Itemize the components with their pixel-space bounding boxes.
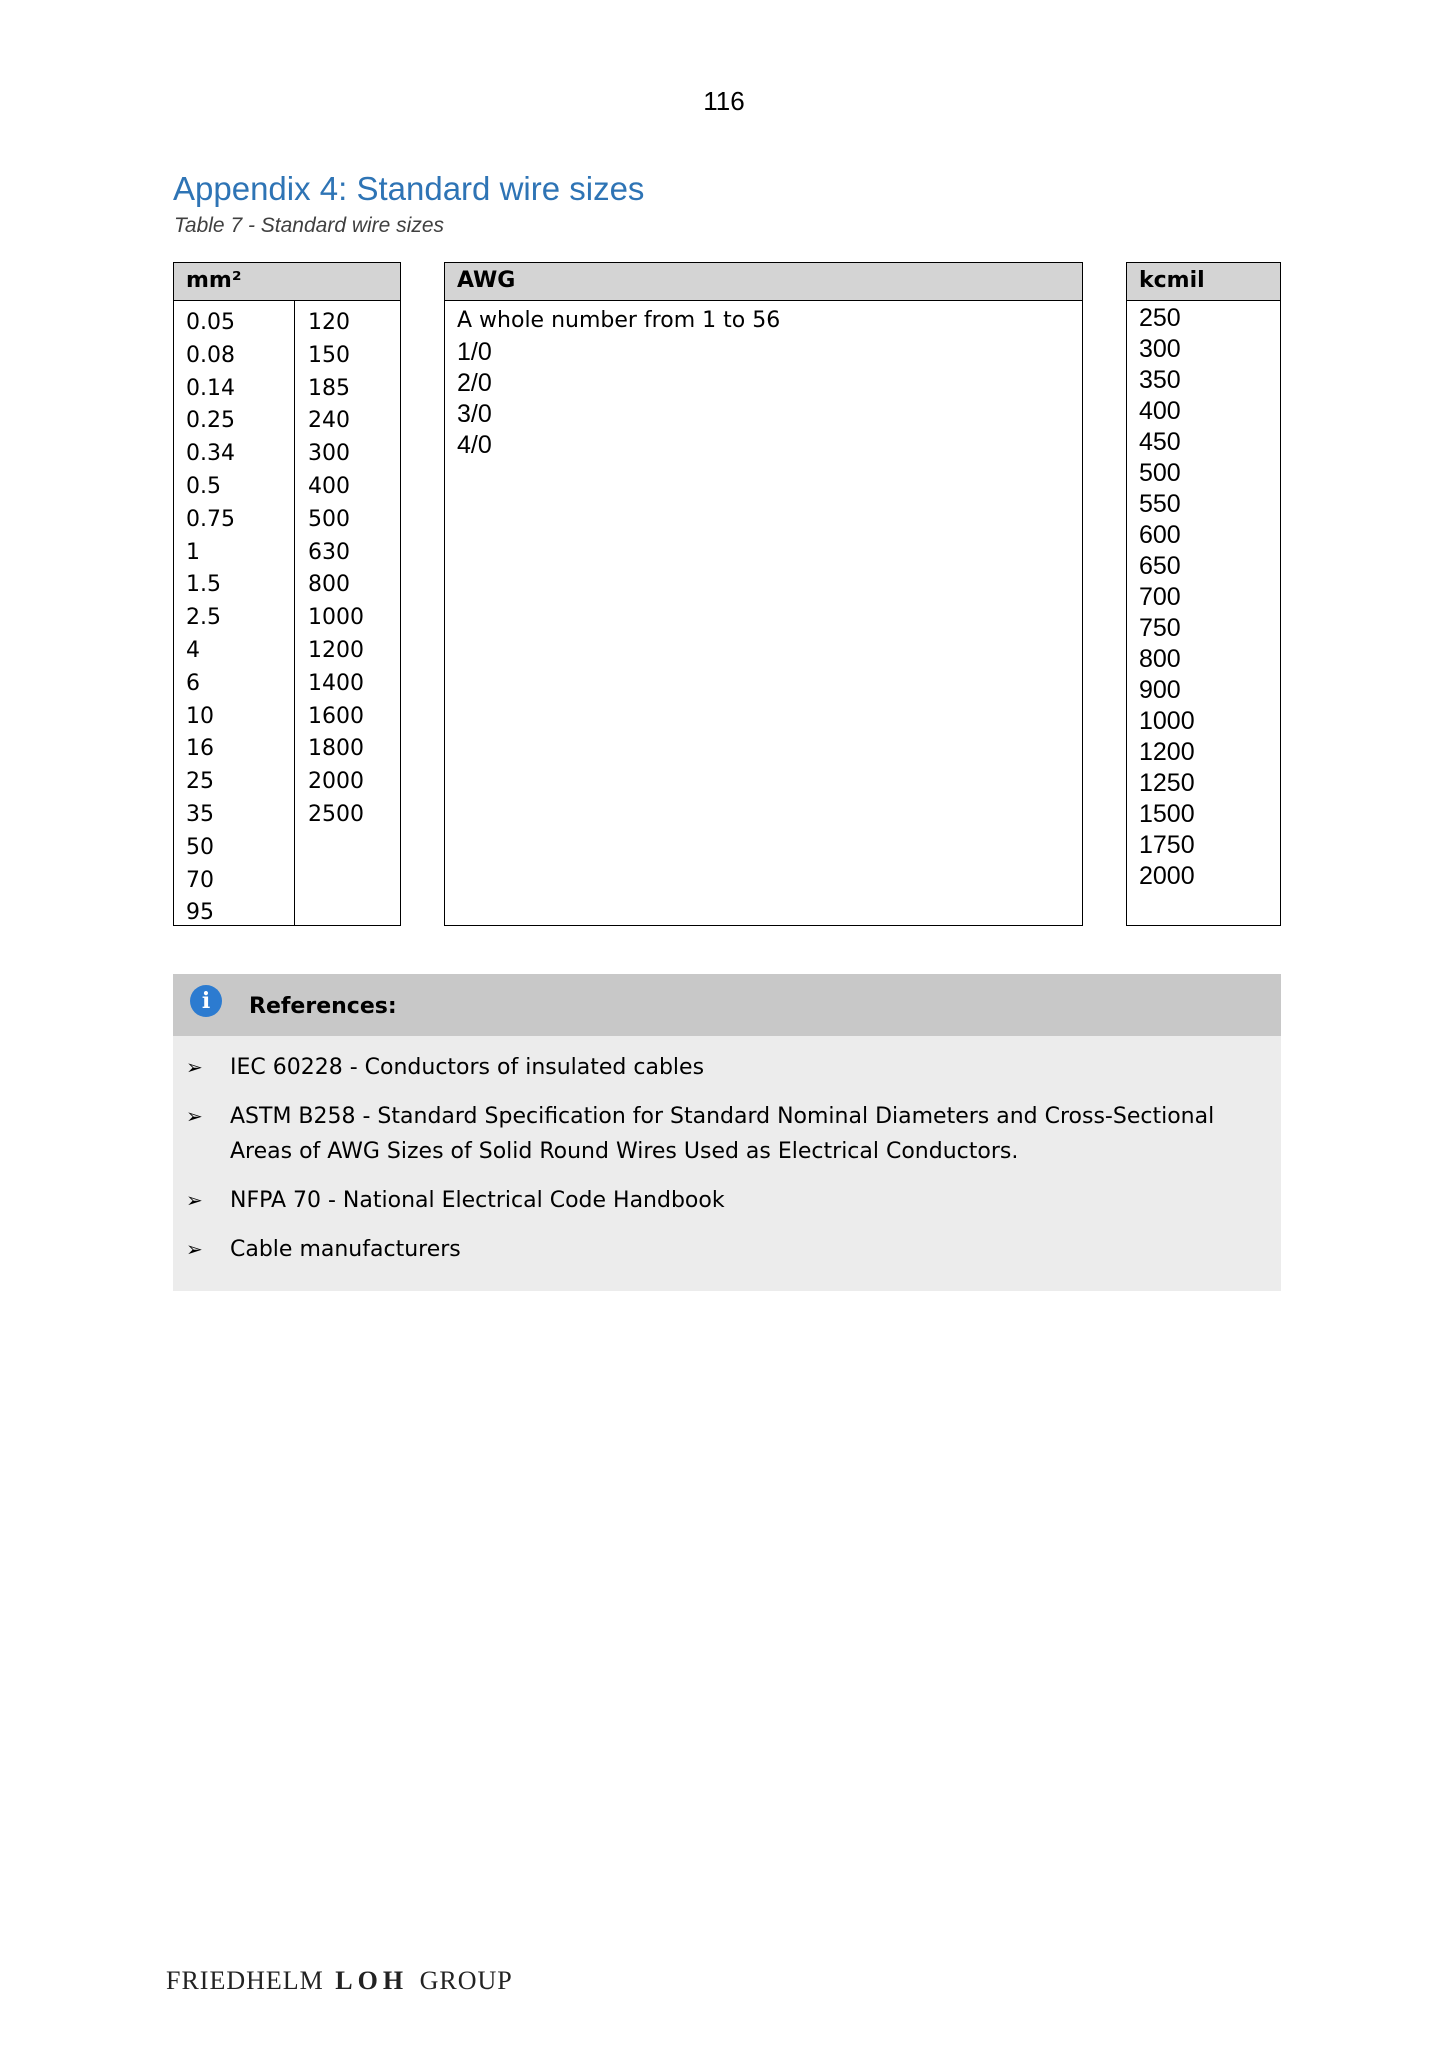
mm2-header: mm² xyxy=(174,263,400,301)
mm2-value: 1600 xyxy=(308,703,364,729)
kcmil-value: 1250 xyxy=(1139,769,1195,797)
mm2-value: 0.75 xyxy=(186,506,235,532)
reference-text: Cable manufacturers xyxy=(230,1237,461,1262)
references-title: References: xyxy=(249,994,397,1019)
mm2-value: 1200 xyxy=(308,637,364,663)
kcmil-value: 750 xyxy=(1139,614,1181,642)
mm2-value: 95 xyxy=(186,900,214,926)
mm2-value: 630 xyxy=(308,539,350,565)
mm2-value: 1000 xyxy=(308,605,364,631)
page-number: 116 xyxy=(703,86,745,116)
references-box xyxy=(173,974,1281,1291)
mm2-value: 1400 xyxy=(308,670,364,696)
mm2-value: 70 xyxy=(186,867,214,893)
kcmil-value: 1500 xyxy=(1139,800,1195,828)
mm2-value: 10 xyxy=(186,703,214,729)
kcmil-value: 550 xyxy=(1139,490,1181,518)
kcmil-value: 1750 xyxy=(1139,831,1195,859)
kcmil-value: 1000 xyxy=(1139,707,1195,735)
kcmil-value: 800 xyxy=(1139,645,1181,673)
kcmil-value: 700 xyxy=(1139,583,1181,611)
footer-logo-part: GROUP xyxy=(419,1966,513,1995)
mm2-value: 400 xyxy=(308,473,350,499)
mm2-value: 35 xyxy=(186,801,214,827)
kcmil-value: 500 xyxy=(1139,459,1181,487)
footer-logo-part: FRIEDHELM xyxy=(166,1966,324,1995)
arrow-bullet-icon: ➢ xyxy=(186,1188,203,1212)
mm2-value: 150 xyxy=(308,342,350,368)
mm2-value: 1.5 xyxy=(186,572,221,598)
mm2-value: 0.05 xyxy=(186,310,235,335)
mm2-value: 800 xyxy=(308,572,350,598)
mm2-value: 185 xyxy=(308,375,350,401)
reference-item xyxy=(173,1232,1281,1267)
reference-item xyxy=(173,1050,1281,1085)
mm2-value: 1 xyxy=(186,539,200,565)
reference-text: ASTM B258 - Standard Specification for Standard Nominal Diameters and Cross-Sectional Areas of AWG Sizes of Solid Round Wires Used as Electrical Conductors. xyxy=(230,1104,1215,1164)
mm2-value: 2.5 xyxy=(186,605,221,631)
kcmil-value: 2000 xyxy=(1139,862,1195,890)
kcmil-value: 600 xyxy=(1139,521,1181,549)
mm2-value: 120 xyxy=(308,310,350,335)
reference-item xyxy=(173,1183,1281,1218)
awg-list xyxy=(457,337,1070,461)
mm2-value: 0.25 xyxy=(186,408,235,434)
footer-logo xyxy=(166,1966,513,1996)
kcmil-value: 400 xyxy=(1139,397,1181,425)
awg-value: 2/0 xyxy=(457,369,492,397)
kcmil-value: 650 xyxy=(1139,552,1181,580)
page-title: Appendix 4: Standard wire sizes xyxy=(173,170,645,207)
mm2-value: 0.14 xyxy=(186,375,235,401)
kcmil-value: 250 xyxy=(1139,304,1181,332)
mm2-value: 500 xyxy=(308,506,350,532)
mm2-value: 50 xyxy=(186,834,214,860)
references-list xyxy=(173,1036,1281,1267)
awg-table xyxy=(444,262,1083,926)
mm2-value: 0.08 xyxy=(186,342,235,368)
mm2-value: 2500 xyxy=(308,801,364,827)
arrow-bullet-icon: ➢ xyxy=(186,1055,203,1079)
references-header xyxy=(173,974,1281,1036)
mm2-value: 4 xyxy=(186,637,200,663)
reference-text: IEC 60228 - Conductors of insulated cables xyxy=(230,1055,705,1080)
awg-header: AWG xyxy=(445,263,1082,301)
arrow-bullet-icon: ➢ xyxy=(186,1237,203,1261)
kcmil-value: 300 xyxy=(1139,335,1181,363)
kcmil-value: 1200 xyxy=(1139,738,1195,766)
reference-text: NFPA 70 - National Electrical Code Handbook xyxy=(230,1188,725,1213)
awg-value: 4/0 xyxy=(457,431,492,459)
mm2-value: 6 xyxy=(186,670,200,696)
mm2-value: 0.34 xyxy=(186,441,235,467)
mm2-value: 0.5 xyxy=(186,473,221,499)
mm2-column-1 xyxy=(186,307,235,930)
kcmil-table xyxy=(1126,262,1281,926)
column-divider xyxy=(294,301,295,925)
kcmil-value: 450 xyxy=(1139,428,1181,456)
footer-logo-part: LOH xyxy=(335,1966,409,1995)
mm2-value: 2000 xyxy=(308,769,364,795)
reference-item xyxy=(173,1099,1281,1169)
mm2-value: 300 xyxy=(308,441,350,467)
mm2-value: 1800 xyxy=(308,736,364,762)
awg-value: 3/0 xyxy=(457,400,492,428)
kcmil-value: 350 xyxy=(1139,366,1181,394)
mm2-value: 25 xyxy=(186,769,214,795)
mm2-value: 16 xyxy=(186,736,214,762)
arrow-bullet-icon: ➢ xyxy=(186,1104,203,1128)
awg-range-text: A whole number from 1 to 56 xyxy=(457,308,781,333)
mm2-value: 240 xyxy=(308,408,350,434)
kcmil-header: kcmil xyxy=(1127,263,1280,301)
kcmil-list xyxy=(1127,301,1280,894)
kcmil-value: 900 xyxy=(1139,676,1181,704)
info-icon: i xyxy=(190,985,222,1017)
awg-value: 1/0 xyxy=(457,338,492,366)
mm2-column-2 xyxy=(308,307,364,832)
mm2-table xyxy=(173,262,401,926)
table-caption: Table 7 - Standard wire sizes xyxy=(174,214,445,237)
